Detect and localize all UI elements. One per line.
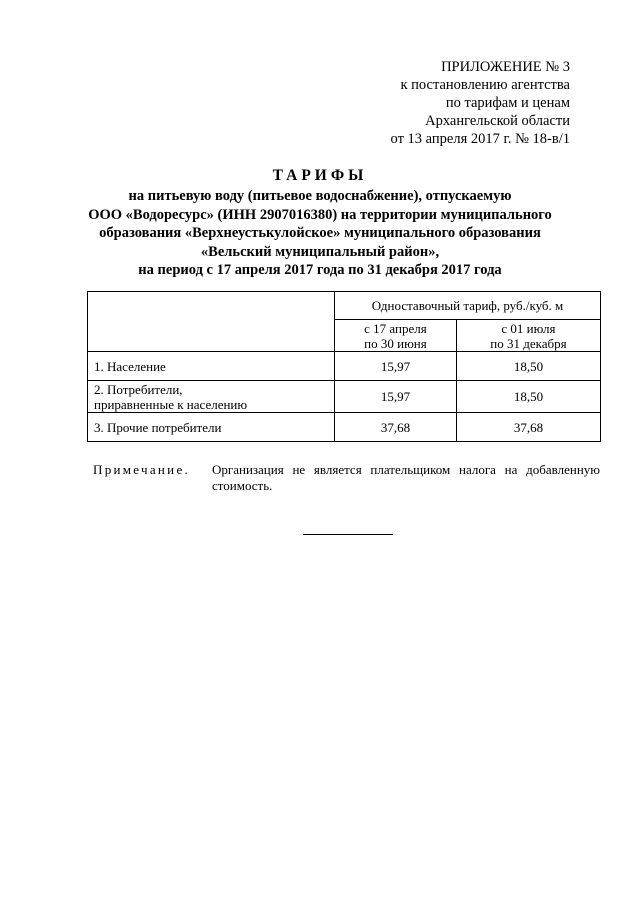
tariff-table: [87, 291, 601, 442]
table-header-tariff: Одноставочный тариф, руб./куб. м: [335, 292, 601, 320]
table-row: [88, 352, 601, 381]
title-heading: ТАРИФЫ: [272, 167, 368, 184]
row-label-line: 1. Население: [94, 358, 166, 374]
period-1-line-2: по 30 июня: [364, 335, 427, 351]
row-label-line: 2. Потребители,: [94, 381, 183, 397]
table-header-period-2: [456, 320, 600, 352]
title-line: на питьевую воду (питьевое водоснабжение), отпускаемую: [128, 188, 512, 204]
period-2-line-2: по 31 декабря: [490, 335, 567, 351]
title-line: образования «Верхнеустькулойское» муниципального образования: [99, 225, 541, 241]
document-title: [80, 165, 560, 280]
table-row: [88, 381, 601, 413]
row-value-period-1: 15,97: [335, 381, 457, 413]
title-line: на период с 17 апреля 2017 года по 31 декабря 2017 года: [138, 262, 502, 278]
row-value-period-1: 37,68: [335, 413, 457, 442]
row-label: [88, 352, 335, 381]
appendix-line: Архангельской области: [425, 113, 570, 129]
appendix-header: [310, 58, 570, 148]
appendix-line: по тарифам и ценам: [445, 95, 570, 111]
table-header-period-1: [335, 320, 457, 352]
footnote-text: Организация не является плательщиком налога на добавленную стоимость.: [212, 462, 600, 493]
footnote-label: Примечание.: [93, 462, 191, 477]
table-header-row: [88, 292, 601, 320]
title-line: «Вельский муниципальный район»,: [200, 243, 440, 260]
end-divider: [303, 534, 393, 535]
row-value-period-2: 18,50: [456, 381, 600, 413]
row-label: [88, 413, 335, 442]
row-label-line: приравненные к населению: [94, 396, 248, 412]
table-row: [88, 413, 601, 442]
row-value-period-2: 37,68: [456, 413, 600, 442]
row-label: [88, 381, 335, 413]
row-value-period-1: 15,97: [335, 352, 457, 381]
period-1-line-1: с 17 апреля: [364, 320, 427, 336]
row-value-period-2: 18,50: [456, 352, 600, 381]
row-label-line: 3. Прочие потребители: [94, 419, 222, 435]
title-line: ООО «Водоресурс» (ИНН 2907016380) на территории муниципального: [88, 206, 552, 223]
appendix-number: ПРИЛОЖЕНИЕ № 3: [441, 59, 570, 75]
table-header-blank: [88, 292, 335, 352]
appendix-date: от 13 апреля 2017 г. № 18-в/1: [390, 131, 570, 147]
appendix-line: к постановлению агентства: [400, 77, 570, 93]
period-2-line-1: с 01 июля: [501, 320, 556, 336]
